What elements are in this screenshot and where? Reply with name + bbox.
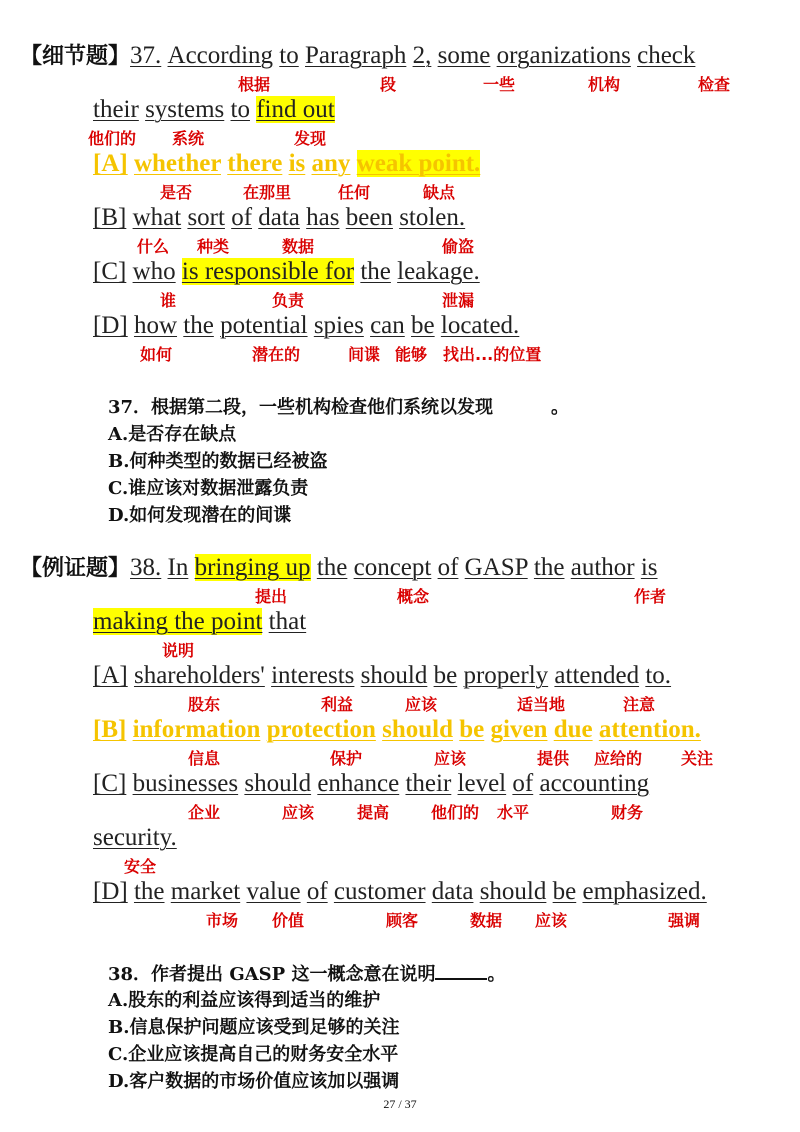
q38-b-gloss-due: 应给的 (594, 749, 643, 768)
q38-highlight-bringing-up: bringing up (194, 554, 311, 581)
q38-option-a: [A] shareholders' interests should be properly attended to. (93, 662, 672, 689)
q37-highlight-find-out: find out (256, 96, 335, 123)
q38-b-gloss-should: 应该 (434, 749, 467, 768)
q37-d-gloss-located: 找出...的位置 (443, 345, 542, 364)
q37-d-gloss-potential: 潜在的 (252, 345, 301, 364)
q37-b-gloss-sort: 种类 (197, 237, 230, 256)
q38-c-gloss-enhance: 提高 (357, 803, 390, 822)
q38-d-gloss-customer: 顾客 (386, 911, 419, 930)
q38-option-b: [B] information protection should be given due attention. (93, 716, 701, 743)
q37-translation-stem: 37．根据第二段，一些机构检查他们系统以发现 。 (108, 397, 570, 418)
page-number: 27 / 37 (383, 1097, 417, 1111)
q38-d-gloss-market: 市场 (206, 911, 239, 930)
q38-highlight-making-the-point: making the point (93, 608, 263, 635)
q37-gloss-check: 检查 (698, 75, 731, 94)
q38-gloss-author: 作者 (634, 587, 667, 606)
q38-c-gloss-level: 水平 (497, 803, 530, 822)
q37-a-gloss-there: 在那里 (243, 183, 292, 202)
q37-c-gloss-who: 谁 (160, 291, 177, 310)
q37-gloss-their: 他们的 (88, 129, 137, 148)
q37-gloss-systems: 系统 (172, 129, 205, 148)
q37-b-gloss-what: 什么 (137, 237, 170, 256)
q38-d-gloss-emphasized: 强调 (668, 911, 701, 930)
answer-blank (435, 962, 487, 980)
q38-translation-c: C.企业应该提高自己的财务安全水平 (108, 1044, 399, 1065)
q37-d-gloss-can: 能够 (395, 345, 428, 364)
q38-c-gloss-security: 安全 (124, 857, 157, 876)
q37-gloss-organizations: 机构 (588, 75, 621, 94)
q37-a-gloss-whether: 是否 (160, 183, 193, 202)
q37-option-c: [C] who is responsible for the leakage. (93, 258, 480, 285)
q38-translation-b: B.信息保护问题应该受到足够的关注 (108, 1017, 400, 1038)
q37-b-gloss-stolen: 偷盗 (442, 237, 475, 256)
q38-type-tag: 【例证题】 (20, 556, 131, 581)
q37-c-gloss-leakage: 泄漏 (442, 291, 475, 310)
q38-stem-line-2: making the point that (93, 608, 307, 635)
q38-d-gloss-should: 应该 (535, 911, 568, 930)
q37-c-gloss-responsible: 负责 (272, 291, 305, 310)
q38-a-gloss-should: 应该 (405, 695, 438, 714)
q38-b-gloss-given: 提供 (537, 749, 570, 768)
q37-translation-b: B.何种类型的数据已经被盗 (108, 451, 328, 472)
q37-translation-d: D.如何发现潜在的间谍 (108, 505, 292, 526)
q38-translation-stem: 38．作者提出 GASP 这一概念意在说明 。 (108, 964, 506, 985)
q38-c-gloss-businesses: 企业 (188, 803, 221, 822)
q37-type-tag: 【细节题】 (20, 44, 131, 69)
q38-gloss-making-point: 说明 (162, 641, 195, 660)
q37-d-gloss-how: 如何 (140, 345, 173, 364)
q38-a-gloss-properly: 适当地 (517, 695, 566, 714)
q38-b-gloss-protection: 保护 (330, 749, 363, 768)
q37-b-gloss-data: 数据 (282, 237, 315, 256)
q37-gloss-according: 根据 (238, 75, 271, 94)
q38-option-c-line-2: security. (93, 824, 177, 851)
q38-c-gloss-their: 他们的 (431, 803, 480, 822)
q38-d-gloss-data: 数据 (470, 911, 503, 930)
q38-gloss-concept: 概念 (397, 587, 430, 606)
q38-c-gloss-accounting: 财务 (611, 803, 644, 822)
q37-gloss-some: 一些 (483, 75, 516, 94)
q38-option-c: [C] businesses should enhance their level of accounting (93, 770, 650, 797)
q38-c-gloss-should: 应该 (282, 803, 315, 822)
q38-a-gloss-interests: 利益 (321, 695, 354, 714)
q37-translation-a: A.是否存在缺点 (108, 424, 237, 445)
q38-a-gloss-attended: 注意 (623, 695, 656, 714)
q37-option-a: [A] whether there is any weak point. (93, 150, 481, 177)
q37-option-b: [B] what sort of data has been stolen. (93, 204, 466, 231)
q37-stem-line-2: their systems to find out (93, 96, 335, 123)
q38-b-gloss-information: 信息 (188, 749, 221, 768)
q38-b-gloss-attention: 关注 (681, 749, 714, 768)
q38-translation-a: A.股东的利益应该得到适当的维护 (108, 990, 381, 1011)
q37-translation-c: C.谁应该对数据泄露负责 (108, 478, 309, 499)
q38-stem-line-1: 【例证题】38. In bringing up the concept of GASP the author is (20, 554, 658, 581)
q37-option-d: [D] how the potential spies can be located. (93, 312, 520, 339)
q38-d-gloss-value: 价值 (272, 911, 305, 930)
q38-translation-d: D.客户数据的市场价值应该加以强调 (108, 1071, 400, 1092)
q38-gloss-bringing-up: 提出 (255, 587, 288, 606)
q37-a-gloss-any: 任何 (338, 183, 371, 202)
q37-a-gloss-weak-point: 缺点 (423, 183, 456, 202)
q38-a-gloss-shareholders: 股东 (188, 695, 221, 714)
q38-option-d: [D] the market value of customer data should be emphasized. (93, 878, 707, 905)
q37-stem-line-1: 【细节题】37. According to Paragraph 2, some organizations check (20, 42, 696, 69)
q37-d-gloss-spies: 间谍 (348, 345, 381, 364)
q37-gloss-paragraph: 段 (380, 75, 397, 94)
q37-gloss-find-out: 发现 (294, 129, 327, 148)
